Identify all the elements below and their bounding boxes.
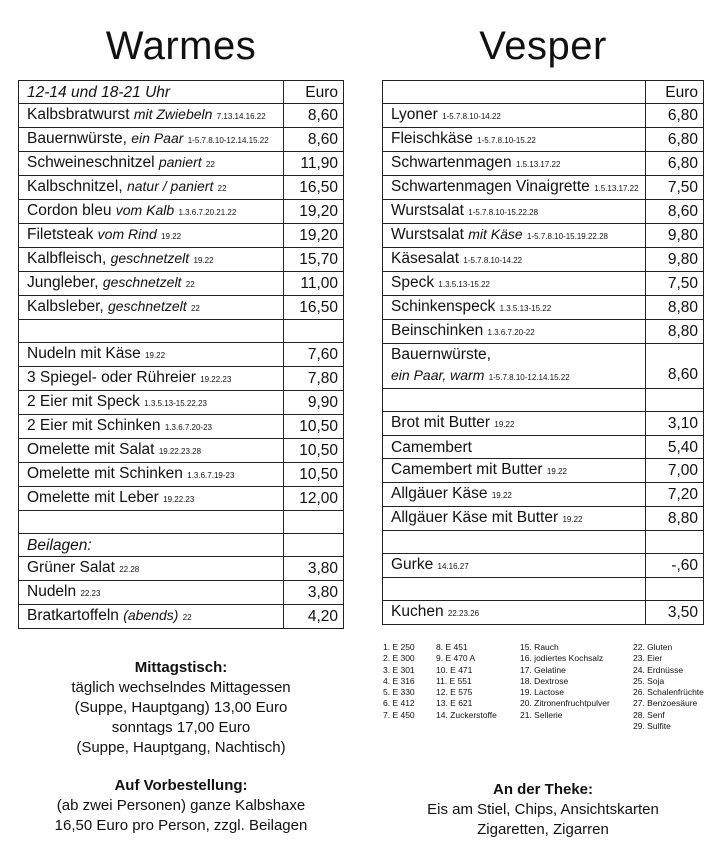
spacer-row (383, 531, 704, 554)
allergen-legend-entry: 18. Dextrose (520, 675, 569, 686)
menu-item-name: Bauernwürste, (391, 346, 491, 363)
vesper-title: Vesper (479, 24, 607, 68)
menu-row (383, 436, 704, 459)
menu-row (19, 272, 344, 296)
menu-row (19, 104, 344, 128)
menu-item-cell (19, 152, 284, 176)
mittagstisch-line: (Suppe, Hauptgang) 13,00 Euro (74, 699, 288, 716)
menu-price-cell: 3,10 (645, 412, 703, 436)
menu-row (383, 459, 704, 483)
warmes-header-row (19, 81, 344, 104)
allergen-legend-entry: 16. jodiertes Kochsalz (520, 653, 604, 664)
menu-item-name: Schwartenmagen Vinaigrette (391, 178, 590, 195)
menu-item-qualifier: paniert (158, 154, 202, 170)
currency-label: Euro (284, 81, 344, 104)
allergen-legend-entry: 14. Zuckerstoffe (436, 709, 497, 720)
allergen-codes: 14.16.27 (437, 562, 469, 571)
menu-price-cell (645, 389, 703, 412)
menu-item-qualifier: ein Paar, warm (391, 367, 485, 383)
allergen-legend-entry: 11. E 551 (436, 675, 472, 686)
allergen-codes: 7.13.14.16.22 (216, 112, 266, 121)
allergen-codes: 1-5.7.8.10-12.14.15.22 (488, 373, 570, 382)
allergen-legend-entry: 25. Soja (633, 675, 665, 686)
menu-item-qualifier: vom Rind (97, 226, 157, 242)
menu-item-cell (19, 415, 284, 439)
menu-price-cell: 7,00 (645, 459, 703, 483)
menu-price-cell: 7,80 (284, 367, 344, 391)
menu-price-cell: 8,60 (284, 104, 344, 128)
allergen-codes: 1-5.7.8.10-15.22.28 (468, 208, 539, 217)
menu-item-cell (19, 296, 284, 320)
menu-price-cell: 12,00 (284, 487, 344, 511)
menu-item-name: Bauernwürste, (27, 130, 127, 147)
mittagstisch-line: sonntags 17,00 Euro (111, 719, 251, 736)
menu-item-cell (19, 367, 284, 391)
menu-item-qualifier: ein Paar (131, 130, 184, 146)
allergen-legend-entry: 28. Senf (633, 709, 665, 720)
mittagstisch-line: (Suppe, Hauptgang, Nachtisch) (76, 739, 286, 756)
menu-item-name: Beinschinken (391, 322, 484, 339)
menu-item-cell (383, 104, 646, 128)
allergen-codes: 22.23.26 (447, 609, 480, 618)
menu-price-cell (645, 531, 703, 554)
menu-item-name: Allgäuer Käse mit Butter (391, 509, 559, 526)
vesper-header-row (383, 81, 704, 104)
menu-price-cell: 4,20 (284, 605, 344, 629)
menu-row (19, 367, 344, 391)
menu-row (19, 415, 344, 439)
menu-price-cell (284, 511, 344, 534)
menu-price-cell: 10,50 (284, 415, 344, 439)
menu-row (383, 248, 704, 272)
allergen-legend-entry: 2. E 300 (383, 653, 415, 664)
menu-item-cell (383, 389, 646, 412)
allergen-codes: 19.22.23.28 (158, 447, 202, 456)
allergen-codes: 22.23 (80, 589, 101, 598)
menu-row (19, 248, 344, 272)
menu-item-cell (19, 128, 284, 152)
menu-row (19, 296, 344, 320)
allergen-legend-entry: 1. E 250 (383, 642, 415, 652)
menu-price-cell: 3,80 (284, 557, 344, 581)
menu-price-cell: 19,20 (284, 224, 344, 248)
menu-price-cell: 7,50 (645, 272, 703, 296)
menu-item-cell (383, 436, 646, 459)
menu-item-qualifier: geschnetzelt (110, 250, 190, 266)
menu-price-cell: 10,50 (284, 463, 344, 487)
menu-price-cell: 10,50 (284, 439, 344, 463)
allergen-legend-entry: 27. Benzoesäure (633, 698, 698, 709)
menu-item-cell (19, 463, 284, 487)
currency-label: Euro (645, 81, 703, 104)
menu-row (19, 176, 344, 200)
allergen-legend-entry: 12. E 575 (436, 687, 473, 698)
allergen-codes: 1.3.5.13-15.22.23 (144, 399, 207, 408)
menu-row (383, 224, 704, 248)
allergen-codes: 19.22 (145, 351, 166, 360)
allergen-codes: 1-5.7.8.10-14.22 (442, 112, 501, 121)
menu-item-cell (19, 581, 284, 605)
theke-line: Zigaretten, Zigarren (477, 821, 609, 838)
menu-item-cell (383, 459, 646, 483)
allergen-legend-entry: 15. Rauch (520, 642, 559, 652)
section-header: Beilagen: (27, 536, 92, 554)
allergen-codes: 1.3.5.13-15.22 (438, 280, 491, 289)
menu-item-name: Nudeln (27, 583, 77, 600)
menu-row (383, 128, 704, 152)
menu-row (19, 224, 344, 248)
menu-item-name: Schweineschnitzel (27, 154, 155, 171)
menu-item-name: 2 Eier mit Speck (27, 393, 140, 410)
menu-price-cell: 8,80 (645, 296, 703, 320)
allergen-legend-entry: 10. E 471 (436, 664, 473, 675)
menu-price-cell: 6,80 (645, 152, 703, 176)
allergen-legend-col-4 (633, 642, 704, 732)
menu-price-cell: 16,50 (284, 296, 344, 320)
allergen-legend-entry: 17. Gelatine (520, 664, 566, 675)
menu-item-cell (383, 320, 646, 344)
menu-item-name: Bratkartoffeln (27, 607, 119, 624)
menu-row (19, 152, 344, 176)
menu-price-cell: 6,80 (645, 128, 703, 152)
allergen-codes: 1.3.6.7.20-22 (487, 328, 535, 337)
menu-item-qualifier: mit Käse (468, 226, 523, 242)
menu-price-cell: 11,90 (284, 152, 344, 176)
menu-price-cell: 5,40 (645, 436, 703, 459)
spacer-row (383, 389, 704, 412)
menu-item-cell (383, 200, 646, 224)
allergen-legend-entry: 20. Zitronenfruchtpulver (520, 698, 610, 709)
spacer-row (19, 511, 344, 534)
menu-item-cell (19, 176, 284, 200)
allergen-codes: 22 (185, 280, 195, 289)
menu-price-cell: 19,20 (284, 200, 344, 224)
menu-item-name: 3 Spiegel- oder Rühreier (27, 369, 196, 386)
menu-price-cell: 8,80 (645, 320, 703, 344)
menu-row (383, 104, 704, 128)
menu-item-qualifier: geschnetzelt (108, 298, 187, 314)
menu-item-name: Speck (391, 274, 435, 291)
allergen-legend-col-2 (436, 642, 497, 721)
menu-row (19, 463, 344, 487)
allergen-codes: 19.22 (494, 420, 515, 429)
menu-row (19, 200, 344, 224)
allergen-legend-entry: 5. E 330 (383, 687, 415, 698)
menu-price-cell (284, 534, 344, 557)
menu-item-name: Camembert mit Butter (391, 461, 543, 478)
menu-price-cell: 9,80 (645, 224, 703, 248)
allergen-legend-entry: 3. E 301 (383, 664, 415, 675)
allergen-codes: 19.22 (562, 515, 583, 524)
menu-item-name: Grüner Salat (27, 559, 115, 576)
menu-item-qualifier: (abends) (123, 607, 179, 623)
menu-item-cell (19, 534, 284, 557)
menu-item-name: Gurke (391, 556, 434, 573)
menu-price-cell: 9,80 (645, 248, 703, 272)
allergen-codes: 22 (182, 613, 192, 622)
menu-price-cell: 6,80 (645, 104, 703, 128)
allergen-codes: 19.22 (546, 467, 567, 476)
menu-item-name: Omelette mit Schinken (27, 465, 183, 482)
allergen-codes: 22 (190, 304, 200, 313)
menu-row (383, 507, 704, 531)
menu-price-cell: 7,20 (645, 483, 703, 507)
vorbestellung-title: Auf Vorbestellung: (114, 777, 248, 794)
menu-row (19, 605, 344, 629)
allergen-codes: 1.5.13.17.22 (515, 160, 561, 169)
allergen-codes: 1-5.7.8.10-12.14.15.22 (187, 136, 269, 145)
menu-row (383, 296, 704, 320)
menu-item-cell (19, 557, 284, 581)
menu-row (383, 320, 704, 344)
menu-price-cell: 3,50 (645, 601, 703, 625)
menu-item-cell (19, 200, 284, 224)
allergen-legend-entry: 21. Sellerie (520, 709, 563, 720)
spacer-row (19, 320, 344, 343)
allergen-legend-entry: 9. E 470 A (436, 653, 476, 664)
menu-item-cell (383, 554, 646, 578)
allergen-legend-entry: 13. E 621 (436, 698, 473, 709)
menu-item-cell (383, 531, 646, 554)
theke-title: An der Theke: (492, 781, 594, 798)
menu-price-cell: 8,80 (645, 507, 703, 531)
menu-item-name: Wurstsalat (391, 202, 464, 219)
allergen-legend-col-3 (520, 642, 610, 721)
menu-row (19, 534, 344, 557)
menu-price-cell: 15,70 (284, 248, 344, 272)
allergen-legend-entry: 19. Lactose (520, 687, 564, 698)
allergen-codes: 19.22 (161, 232, 182, 241)
allergen-codes: 1.3.6.7.20-23 (164, 423, 212, 432)
menu-item-name: Kalbsleber, (27, 298, 104, 315)
menu-item-name: Camembert (391, 438, 472, 456)
menu-item-qualifier: natur / paniert (126, 178, 214, 194)
menu-item-qualifier: geschnetzelt (102, 274, 182, 290)
menu-price-cell: 7,60 (284, 343, 344, 367)
menu-item-cell (19, 487, 284, 511)
menu-price-cell: 16,50 (284, 176, 344, 200)
allergen-codes: 1.3.5.13-15.22 (499, 304, 552, 313)
menu-item-cell (19, 605, 284, 629)
menu-item-cell (19, 343, 284, 367)
menu-item-name: Fleischkäse (391, 130, 473, 147)
menu-item-name: Kalbschnitzel, (27, 178, 123, 195)
vorbestellung-line: (ab zwei Personen) ganze Kalbshaxe (56, 797, 306, 814)
menu-item-cell (383, 128, 646, 152)
menu-row (383, 200, 704, 224)
allergen-codes: 19.22.23 (200, 375, 232, 384)
menu-item-name: 2 Eier mit Schinken (27, 417, 161, 434)
menu-item-cell (19, 104, 284, 128)
vesper-header-blank (383, 81, 646, 104)
allergen-legend-entry: 29. Sulfite (633, 721, 671, 732)
menu-row (19, 439, 344, 463)
menu-item-cell (383, 412, 646, 436)
menu-item-name: Lyoner (391, 106, 438, 123)
menu-item-cell (19, 391, 284, 415)
menu-item-name: Nudeln mit Käse (27, 345, 141, 362)
allergen-codes: 22 (217, 184, 227, 193)
menu-item-cell (383, 296, 646, 320)
menu-price-cell: -,60 (645, 554, 703, 578)
menu-item-name: Kuchen (391, 603, 444, 620)
menu-price-cell: 9,90 (284, 391, 344, 415)
menu-row (19, 581, 344, 605)
allergen-legend-entry: 24. Erdnüsse (633, 664, 684, 675)
menu-row (383, 412, 704, 436)
menu-item-cell (19, 320, 284, 343)
menu-price-cell (645, 578, 703, 601)
menu-row (383, 344, 704, 389)
menu-item-qualifier: vom Kalb (115, 202, 175, 218)
vesper-menu-table (382, 80, 704, 625)
menu-item-qualifier: mit Zwiebeln (133, 106, 213, 122)
theke-line: Eis am Stiel, Chips, Ansichtskarten (427, 801, 659, 818)
menu-item-cell (383, 483, 646, 507)
menu-item-cell (383, 344, 646, 389)
menu-price-cell: 3,80 (284, 581, 344, 605)
allergen-legend-entry: 23. Eier (633, 653, 663, 664)
menu-item-cell (383, 248, 646, 272)
menu-item-name: Kalbsbratwurst (27, 106, 130, 123)
allergen-legend-entry: 22. Gluten (633, 642, 673, 652)
menu-item-cell (383, 578, 646, 601)
menu-item-name: Jungleber, (27, 274, 99, 291)
menu-price-cell: 7,50 (645, 176, 703, 200)
menu-item-name: Schwartenmagen (391, 154, 512, 171)
mittagstisch-title: Mittagstisch: (134, 659, 228, 676)
menu-item-name: Omelette mit Salat (27, 441, 155, 458)
menu-item-cell (19, 439, 284, 463)
menu-row (383, 554, 704, 578)
menu-item-cell (383, 152, 646, 176)
menu-row (19, 557, 344, 581)
menu-item-cell (19, 272, 284, 296)
menu-item-name: Wurstsalat (391, 226, 464, 243)
vorbestellung-line: 16,50 Euro pro Person, zzgl. Beilagen (54, 817, 308, 834)
mittagstisch-line: täglich wechselndes Mittagessen (71, 679, 291, 696)
theke-block (382, 780, 704, 840)
hours-label: 12-14 und 18-21 Uhr (19, 81, 284, 104)
menu-item-name: Kalbfleisch, (27, 250, 107, 267)
allergen-codes: 22.28 (119, 565, 140, 574)
menu-item-name: Käsesalat (391, 250, 460, 267)
menu-row (383, 483, 704, 507)
mittagstisch-block (18, 658, 344, 758)
vorbestellung-block (18, 776, 344, 836)
allergen-codes: 22 (205, 160, 215, 169)
menu-item-name: Cordon bleu (27, 202, 112, 219)
menu-item-cell (383, 507, 646, 531)
allergen-legend-entry: 7. E 450 (383, 709, 415, 720)
allergen-legend-entry: 6. E 412 (383, 698, 415, 709)
allergen-codes: 19.22 (491, 491, 512, 500)
allergen-legend-col-1 (383, 642, 415, 721)
menu-price-cell: 8,60 (645, 344, 703, 389)
menu-price-cell: 11,00 (284, 272, 344, 296)
menu-row (383, 176, 704, 200)
menu-item-cell (383, 272, 646, 296)
menu-row (383, 601, 704, 625)
menu-price-cell (284, 320, 344, 343)
menu-item-name: Allgäuer Käse (391, 485, 488, 502)
menu-item-name: Schinkenspeck (391, 298, 496, 315)
allergen-codes: 19.22.23 (163, 495, 195, 504)
allergen-codes: 1.3.6.7.20.21.22 (178, 208, 237, 217)
menu-price-cell: 8,60 (645, 200, 703, 224)
spacer-row (383, 578, 704, 601)
menu-item-qualifier-line (391, 365, 639, 388)
menu-row (383, 272, 704, 296)
menu-item-cell (383, 176, 646, 200)
allergen-legend-entry: 8. E 451 (436, 642, 468, 652)
menu-row (19, 487, 344, 511)
warmes-title: Warmes (105, 24, 257, 68)
menu-row (383, 152, 704, 176)
menu-price-cell: 8,60 (284, 128, 344, 152)
allergen-codes: 1.3.6.7.19-23 (187, 471, 235, 480)
allergen-codes: 1-5.7.8.10-15.19.22.28 (527, 232, 608, 241)
menu-item-cell (19, 224, 284, 248)
menu-item-cell (383, 224, 646, 248)
warmes-menu-table (18, 80, 344, 629)
menu-row (19, 343, 344, 367)
menu-row (19, 128, 344, 152)
menu-item-name: Brot mit Butter (391, 414, 491, 431)
menu-row (19, 391, 344, 415)
menu-item-name: Omelette mit Leber (27, 489, 159, 506)
allergen-legend-entry: 4. E 316 (383, 675, 415, 686)
allergen-codes: 19.22 (193, 256, 214, 265)
menu-item-name-line (391, 344, 639, 365)
menu-item-cell (19, 248, 284, 272)
allergen-codes: 1-5.7.8.10-15.22 (477, 136, 536, 145)
menu-item-cell (19, 511, 284, 534)
menu-item-name: Filetsteak (27, 226, 94, 243)
allergen-codes: 1-5.7.8.10-14.22 (463, 256, 523, 265)
menu-item-cell (383, 601, 646, 625)
allergen-legend-entry: 26. Schalenfrüchte (633, 687, 704, 698)
allergen-codes: 1.5.13.17.22 (594, 184, 639, 193)
